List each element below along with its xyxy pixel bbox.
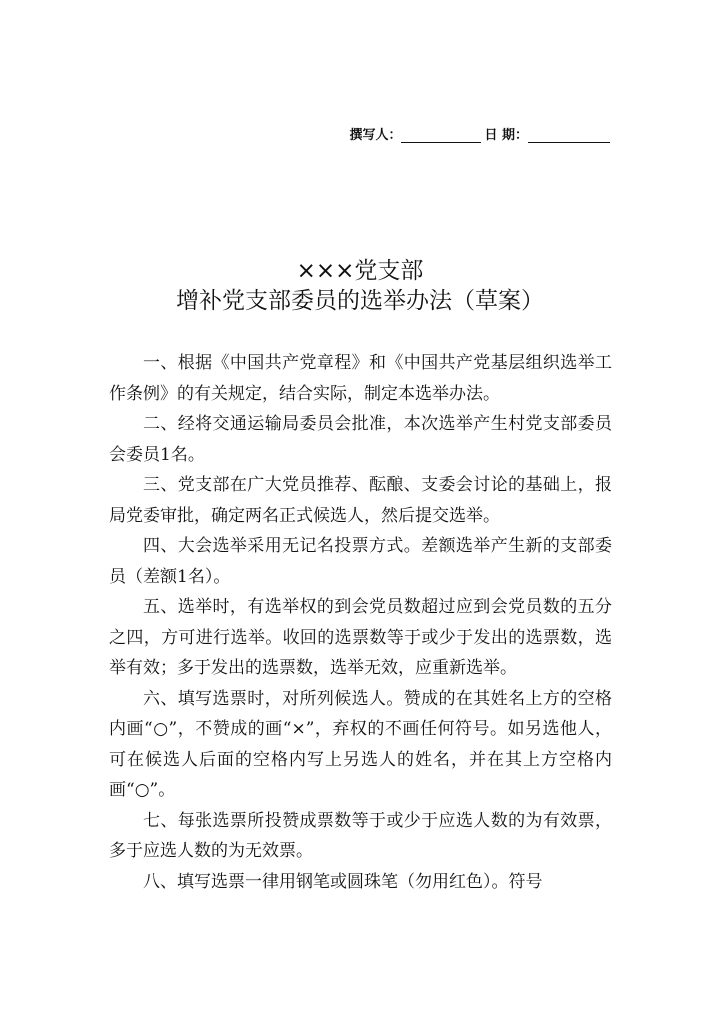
author-label: 撰写人：: [349, 128, 402, 143]
date-blank: [528, 127, 610, 143]
document-body: [109, 348, 612, 897]
author-date-line: [349, 124, 610, 143]
paragraph-2: 二、经将交通运输局委员会批准，本次选举产生村党支部委员会委员1名。: [109, 414, 612, 465]
title-line-1: ×××党支部: [296, 258, 424, 284]
title-line-2: 增补党支部委员的选举办法（草案）: [176, 288, 544, 314]
paragraph-8: 八、填写选票一律用钢笔或圆珠笔（勿用红色）。符号: [143, 871, 543, 892]
paragraph-1: 一、根据《中国共产党章程》和《中国共产党基层组织选举工作条例》的有关规定，结合实际，制定本选举办法。: [109, 353, 612, 404]
paragraph-7: 七、每张选票所投赞成票数等于或少于应选人数的为有效票，多于应选人数的为无效票。: [109, 810, 612, 861]
author-blank: [401, 127, 481, 143]
paragraph-3: 三、党支部在广大党员推荐、酝酿、支委会讨论的基础上，报局党委审批，确定两名正式候选人，然后提交选举。: [109, 475, 612, 526]
paragraph-5: 五、选举时，有选举权的到会党员数超过应到会党员数的五分之四，方可进行选举。收回的选票数等于或少于发出的选票数，选举有效；多于发出的选票数，选举无效，应重新选举。: [109, 597, 612, 678]
date-label: 日 期：: [484, 128, 528, 143]
document-title: [0, 256, 720, 316]
paragraph-6: 六、填写选票时，对所列候选人。赞成的在其姓名上方的空格内画“○”，不赞成的画“×”，弃权的不画任何符号。如另选他人，可在候选人后面的空格内写上另选人的姓名，并在其上方空格内画“○”。: [109, 688, 612, 800]
paragraph-4: 四、大会选举采用无记名投票方式。差额选举产生新的支部委员（差额1名）。: [109, 536, 612, 587]
